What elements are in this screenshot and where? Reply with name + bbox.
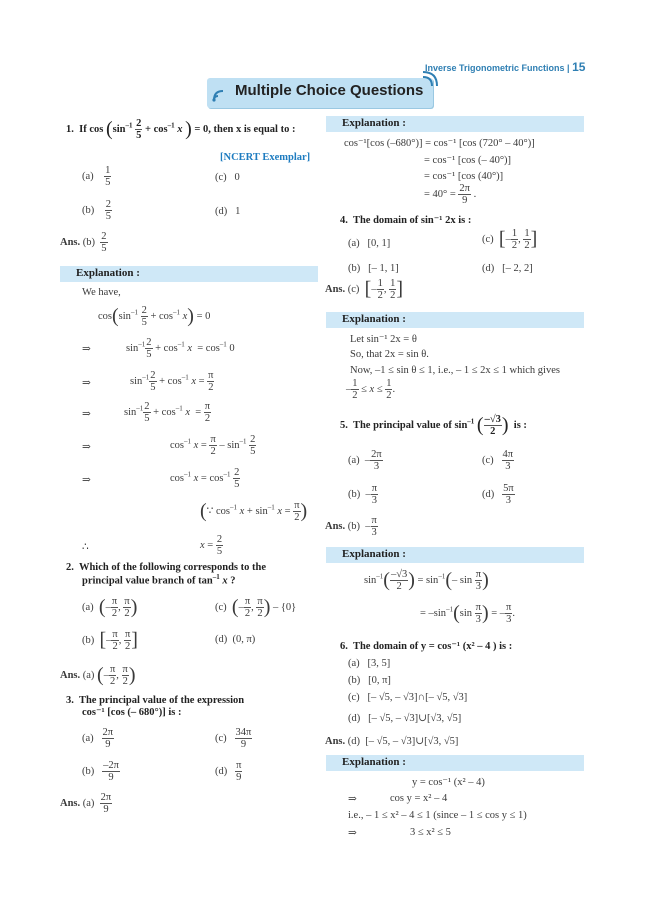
we-have-text: We have, <box>82 287 121 298</box>
running-header <box>425 60 585 74</box>
q4-answer: Ans. (c) [– $\frac{1}{2}$ , $\frac{1}{2}$ ] <box>325 278 404 302</box>
q5-explanation-header: Explanation : <box>326 547 584 563</box>
implies-7: ⇒ <box>348 828 357 839</box>
q1-because-note: (∵ $\cos^{-1} x + \sin^{-1} x$ = $\frac{\pi}{2}$ ) <box>200 500 308 524</box>
implies-6: ⇒ <box>348 794 357 805</box>
q2-option-c: (c) (– $\frac{\pi}{2}$ , $\frac{\pi}{2}$ ) – {0} <box>215 596 297 620</box>
q3-expl-line-1: cos⁻¹[cos (–680°)] = cos⁻¹ [cos (720° – 40°)] <box>344 138 535 149</box>
question-2: 2. Which of the following corresponds to the principal value branch of $\tan^{-1} x$ ? <box>66 562 266 587</box>
implies-4: ⇒ <box>82 442 91 453</box>
q4-explanation-header: Explanation : <box>326 312 584 328</box>
q1-step-1: $\cos(\sin^{-1}$ $\frac{2}{5}$ + $\cos^{-1} x) = 0$ <box>98 305 211 329</box>
q6-option-a: (a) [3, 5] <box>348 658 391 669</box>
q1-option-c: (c) 0 <box>215 172 240 183</box>
q6-option-d: (d) [– √5, – √3]∪[√3, √5] <box>348 713 462 724</box>
q6-explanation-header: Explanation : <box>326 755 584 771</box>
implies-3: ⇒ <box>82 409 91 420</box>
q1-step-5: $\cos^{-1} x$ = $\frac{\pi}{2}$ – $\sin^{-1}$ $\frac{2}{5}$ <box>170 434 256 458</box>
q3-option-b: (b) $\frac{-2\pi}{9}$ <box>82 760 119 784</box>
q1-step-2: $\sin^{-1}$ $\frac{2}{5}$ + $\cos^{-1} x = \cos^{-1} 0$ <box>126 337 235 361</box>
signal-icon-right <box>421 70 441 90</box>
q3-explanation-header: Explanation : <box>326 116 584 132</box>
q6-option-b: (b) [0, π] <box>348 675 391 686</box>
q5-option-b: (b) – $\frac{\pi}{3}$ <box>348 483 378 507</box>
q1-step-4: $\sin^{-1}$ $\frac{2}{5}$ + $\cos^{-1} x$ = $\frac{\pi}{2}$ <box>124 401 211 425</box>
q1-step-6: $\cos^{-1} x = \cos^{-1}$ $\frac{2}{5}$ <box>170 467 240 491</box>
q3-expl-line-2: = cos⁻¹ [cos (– 40°)] <box>424 155 512 166</box>
mcq-banner <box>207 78 433 108</box>
q5-option-d: (d) $\frac{5\pi}{3}$ <box>482 483 514 507</box>
q4-option-c: (c) [– $\frac{1}{2}$ , $\frac{1}{2}$ ] <box>482 228 538 252</box>
question-1: 1. If $\cos (\sin^{-1}$ $\frac{2}{5}$ + $\cos^{-1} x$ ) = 0, then x is equal to : <box>66 118 296 142</box>
question-6: 6. The domain of y = cos⁻¹ (x² – 4 ) is : <box>340 641 513 652</box>
ncert-exemplar-tag: [NCERT Exemplar] <box>220 152 311 163</box>
implies-2: ⇒ <box>82 378 91 389</box>
q3-option-d: (d) $\frac{\pi}{9}$ <box>215 760 242 784</box>
q1-step-3: $\sin^{-1}$ $\frac{2}{5}$ + $\cos^{-1} x$ = $\frac{\pi}{2}$ <box>130 370 214 394</box>
q5-option-c: (c) $\frac{4\pi}{3}$ <box>482 449 514 473</box>
q2-option-a: (a) (– $\frac{\pi}{2}$ , $\frac{\pi}{2}$ ) <box>82 596 138 620</box>
q4-expl-line-4: – $\frac{1}{2}$ ≤ x ≤ $\frac{1}{2}$ . <box>346 378 396 402</box>
q5-option-a: (a) – $\frac{2\pi}{3}$ <box>348 449 382 473</box>
implies-5: ⇒ <box>82 475 91 486</box>
q6-expl-line-1: y = cos⁻¹ (x² – 4) <box>412 777 485 788</box>
q6-expl-line-2: cos y = x² – 4 <box>390 793 448 804</box>
q4-option-a: (a) [0, 1] <box>348 238 391 249</box>
therefore-symbol: ∴ <box>82 542 89 553</box>
q1-final: x = $\frac{2}{5}$ <box>200 534 223 558</box>
q3-option-a: (a) $\frac{2\pi}{9}$ <box>82 727 114 751</box>
q3-option-c: (c) $\frac{34\pi}{9}$ <box>215 727 252 751</box>
q1-option-d: (d) 1 <box>215 206 241 217</box>
q4-expl-line-3: Now, –1 ≤ sin θ ≤ 1, i.e., – 1 ≤ 2x ≤ 1 which gives <box>350 365 560 376</box>
signal-icon <box>211 85 231 103</box>
banner-title: Multiple Choice Questions <box>235 82 424 99</box>
question-4: 4. The domain of sin⁻¹ 2x is : <box>340 215 472 226</box>
q1-explanation-header: Explanation : <box>60 266 318 282</box>
q2-option-b: (b) [– $\frac{\pi}{2}$ , $\frac{\pi}{2}$ ] <box>82 629 138 653</box>
question-5: 5. The principal value of $\sin^{-1}$ ( $\frac{-√3}{2}$ ) is : <box>340 414 527 438</box>
q1-answer: Ans. (b) $\frac{2}{5}$ <box>60 231 107 255</box>
page-number: 15 <box>572 60 586 74</box>
implies-1: ⇒ <box>82 344 91 355</box>
q4-expl-line-2: So, that 2x = sin θ. <box>350 349 429 360</box>
q1-option-a: (a) $\frac{1}{5}$ <box>82 165 111 189</box>
q3-expl-line-3: = cos⁻¹ [cos (40°)] <box>424 171 504 182</box>
q6-expl-line-4: 3 ≤ x² ≤ 5 <box>410 827 451 838</box>
q4-option-d: (d) [– 2, 2] <box>482 263 533 274</box>
q6-expl-line-3: i.e., – 1 ≤ x² – 4 ≤ 1 (since – 1 ≤ cos y ≤ 1) <box>348 810 527 821</box>
q4-option-b: (b) [– 1, 1] <box>348 263 399 274</box>
chapter-title: Inverse Trigonometric Functions <box>425 63 565 73</box>
q6-answer: Ans. (d) [– √5, – √3]∪[√3, √5] <box>325 736 459 747</box>
q5-expl-line-1: $\sin^{-1}$( $\frac{-√3}{2}$ ) = $\sin^{-1}(-$ sin $\frac{\pi}{3}$ ) <box>364 569 489 593</box>
q4-expl-line-1: Let sin⁻¹ 2x = θ <box>350 334 417 345</box>
question-3: 3. The principal value of the expression cos⁻¹ [cos (– 680°)] is : <box>66 695 245 718</box>
header-separator: | <box>567 63 570 73</box>
q6-option-c: (c) [– √5, – √3]∩[– √5, √3] <box>348 692 468 703</box>
q5-expl-line-2: = $-\sin^{-1}(\sin$ $\frac{\pi}{3}$ ) = – $\frac{\pi}{3}$ . <box>420 602 515 626</box>
q3-expl-line-4: = 40° = $\frac{2\pi}{9}$ . <box>424 183 477 207</box>
q5-answer: Ans. (b) – $\frac{\pi}{3}$ <box>325 515 377 539</box>
q2-answer: Ans. (a) (– $\frac{\pi}{2}$ , $\frac{\pi}{2}$ ) <box>60 664 136 688</box>
q3-answer: Ans. (a) $\frac{2\pi}{9}$ <box>60 792 112 816</box>
q1-option-b: (b) $\frac{2}{5}$ <box>82 199 111 223</box>
q2-option-d: (d) (0, π) <box>215 634 256 645</box>
